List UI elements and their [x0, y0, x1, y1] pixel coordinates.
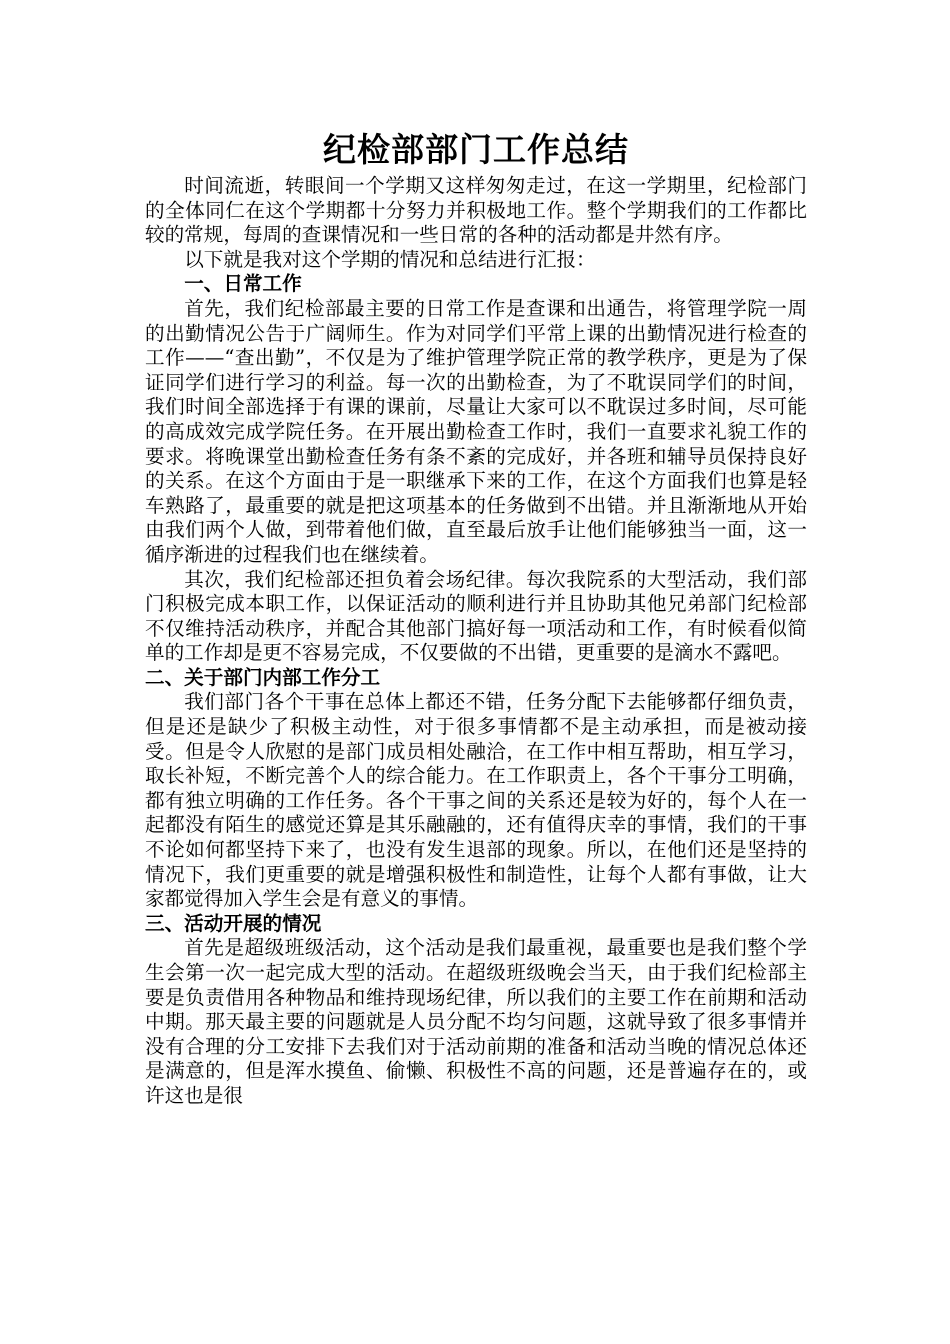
body-paragraph: 我们部门各个干事在总体上都还不错，任务分配下去能够都仔细负责，但是还是缺少了积极主动性，对于很多事情都不是主动承担，而是被动接受。但是令人欣慰的是部门成员相处融洽，在工作中相互帮助，相互学习，取长补短，不断完善个人的综合能力。在工作职责上，各个干事分工明确，都有独立明确的工作任务。各个干事之间的关系还是较为好的，每个人在一起都没有陌生的感觉还算是其乐融融的，还有值得庆幸的事情，我们的干事不论如何都坚持下来了，也没有发生退部的现象。所以，在他们还是坚持的情况下，我们更重要的就是增强积极性和制造性，让每个人都有事做，让大家都觉得加入学生会是有意义的事情。: [145, 690, 807, 911]
body-paragraph: 首先是超级班级活动，这个活动是我们最重视，最重要也是我们整个学生会第一次一起完成大型的活动。在超级班级晚会当天，由于我们纪检部主要是负责借用各种物品和维持现场纪律，所以我们的主要工作在前期和活动中期。那天最主要的问题就是人员分配不均匀问题，这就导致了很多事情并没有合理的分工安排下去我们对于活动前期的准备和活动当晚的情况总体还是满意的，但是浑水摸鱼、偷懒、积极性不高的问题，还是普遍存在的，或许这也是很: [145, 936, 807, 1107]
document-page: [145, 128, 807, 1109]
section-heading-activities: 三、活动开展的情况: [145, 911, 322, 935]
body-paragraph: 其次，我们纪检部还担负着会场纪律。每次我院系的大型活动，我们部门积极完成本职工作，以保证活动的顺利进行并且协助其他兄弟部门纪检部不仅维持活动秩序，并配合其他部门搞好每一项活动和工作，有时候看似简单的工作却是更不容易完成，不仅要做的不出错，更重要的是滴水不露吧。: [145, 567, 807, 665]
section-heading-internal-division: 二、关于部门内部工作分工: [145, 665, 381, 689]
body-paragraph: 首先，我们纪检部最主要的日常工作是查课和出通告，将管理学院一周的出勤情况公告于广阔师生。作为对同学们平常上课的出勤情况进行检查的工作——“查出勤”，不仅是为了维护管理学院正常的教学秩序，更是为了保证同学们进行学习的利益。每一次的出勤检查，为了不耽误同学们的时间，我们时间全部选择于有课的课前，尽量让大家可以不耽误过多时间，尽可能的高成效完成学院任务。在开展出勤检查工作时，我们一直要求礼貌工作的要求。将晚课堂出勤检查任务有条不紊的完成好，并各班和辅导员保持良好的关系。在这个方面由于是一职继承下来的工作，在这个方面我们也算是轻车熟路了，最重要的就是把这项基本的任务做到不出错。并且渐渐地从开始由我们两个人做，到带着他们做，直至最后放手让他们能够独当一面，这一循序渐进的过程我们也在继续着。: [145, 296, 807, 566]
intro-paragraph: 时间流逝，转眼间一个学期又这样匆匆走过，在这一学期里，纪检部门的全体同仁在这个学期都十分努力并积极地工作。整个学期我们的工作都比较的常规，每周的查课情况和一些日常的各种的活动都是井然有序。: [145, 174, 807, 247]
section-heading-daily-work: 一、日常工作: [184, 272, 302, 296]
intro-paragraph: 以下就是我对这个学期的情况和总结进行汇报：: [184, 247, 596, 271]
document-title: 纪检部部门工作总结: [323, 130, 629, 169]
